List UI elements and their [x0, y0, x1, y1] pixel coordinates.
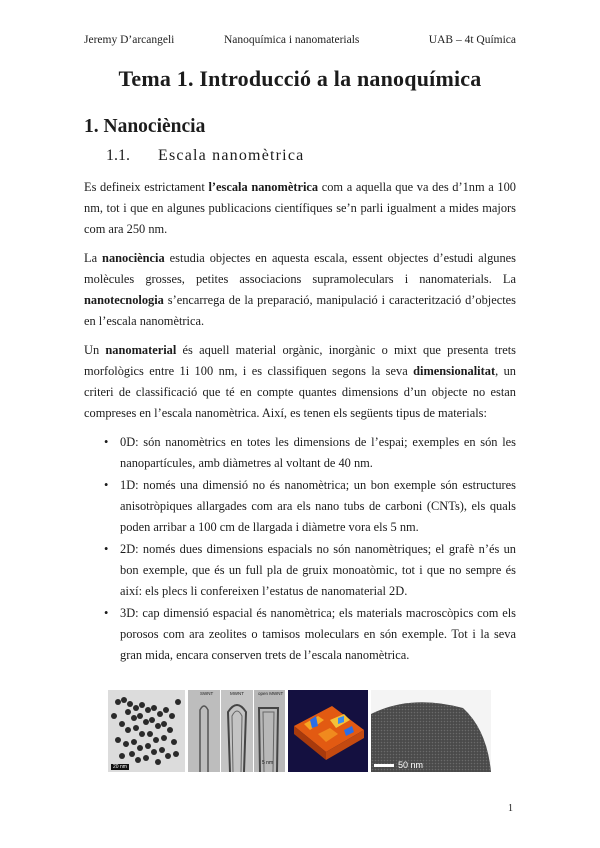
hrtem-scale-label: 50 nm: [398, 760, 424, 770]
body-text: [84, 177, 516, 667]
open-mwnt-label: open MWNT: [258, 691, 284, 696]
nanoparticles-tem-image: [108, 690, 185, 772]
swnt-label: SWNT: [200, 691, 214, 696]
mwnt-label: MWNT: [230, 691, 244, 696]
figure-row: [108, 690, 491, 772]
carbon-nanotubes-image: [188, 690, 285, 772]
bullet-icon: •: [104, 542, 109, 556]
list-item: • 2D: només dues dimensions espacials no són nanomètriques; el grafè n’és un bon exemple, que és un full pla de gruix monoatòmic, tot i que no sempre és així: els plecs li confereixen l’estatus de nanomaterial 2D.: [120, 539, 516, 602]
term-nanoscale: l’escala nanomètrica: [208, 180, 319, 194]
bullet-icon: •: [104, 478, 109, 492]
paragraph-3: Un nanomaterial és aquell material orgànic, inorgànic o mixt que presenta trets morfològics entre 1i 100 nm, i es classifiquen segons la seva dimensionalitat, un criteri de classificació que té en compte quantes dimensions d’un objecte no estan compreses en l’escala nanomètrica. Així, es tenen els següents tipus de materials:: [84, 343, 516, 420]
page-header: [84, 34, 516, 50]
subsection-title: Escala nanomètrica: [158, 147, 305, 164]
section-heading: 1. Nanociència: [84, 116, 206, 137]
term-nanoscience: nanociència: [102, 251, 165, 265]
page-number: 1: [508, 803, 513, 814]
zeolite-hrtem-image: [371, 690, 491, 772]
term-nanomaterial: nanomaterial: [105, 343, 177, 357]
paragraph-1: Es defineix estrictament l’escala nanomètrica com a aquella que va des d’1nm a 100 nm, tot i que en algunes publicacions científiques se’n parli igualment a mides majors com ara 250 nm.: [84, 180, 516, 236]
subsection-number: 1.1.: [106, 147, 130, 164]
tem-scale-label: 20 nm: [113, 764, 127, 770]
header-course: UAB – 4t Química: [428, 34, 516, 46]
paragraph-2: La nanociència estudia objectes en aquesta escala, essent objectes d’estudi algunes molècules grosses, petites associacions supramoleculars i nanomaterials. La nanotecnologia s’encarrega de la preparació, manipulació i caracterització d’objectes en l’escala nanomètrica.: [84, 251, 516, 328]
bullet-icon: •: [104, 435, 109, 449]
list-item: • 0D: són nanomètrics en totes les dimensions de l’espai; exemples en són les nanopartícules, amb diàmetres al voltant de 40 nm.: [120, 432, 516, 474]
term-dimensionality: dimensionalitat: [413, 364, 496, 378]
header-subject: Nanoquímica i nanomaterials: [224, 34, 360, 46]
subsection-heading: [106, 147, 304, 165]
term-nanotechnology: nanotecnologia: [84, 293, 164, 307]
graphene-afm-image: [288, 690, 368, 772]
bullet-icon: •: [104, 606, 109, 620]
header-author: Jeremy D’arcangeli: [84, 34, 175, 46]
cnt-scale-label: 5 nm: [262, 760, 274, 766]
dimensionality-list: [84, 432, 516, 666]
list-item: • 1D: només una dimensió no és nanomètrica; un bon exemple són estructures anisotròpiques allargades com ara els nano tubs de carboni (CNTs), els quals poden arribar a 100 cm de llargada i diàmetre vora els 5 nm.: [120, 475, 516, 538]
document-title: Tema 1. Introducció a la nanoquímica: [118, 66, 482, 91]
list-item: • 3D: cap dimensió espacial és nanomètrica; els materials macroscòpics com els porosos com ara zeolites o tamisos moleculars en són exemple. Tot i la seva gran mida, encara conserven trets de l’escala nanomètrica.: [120, 603, 516, 666]
